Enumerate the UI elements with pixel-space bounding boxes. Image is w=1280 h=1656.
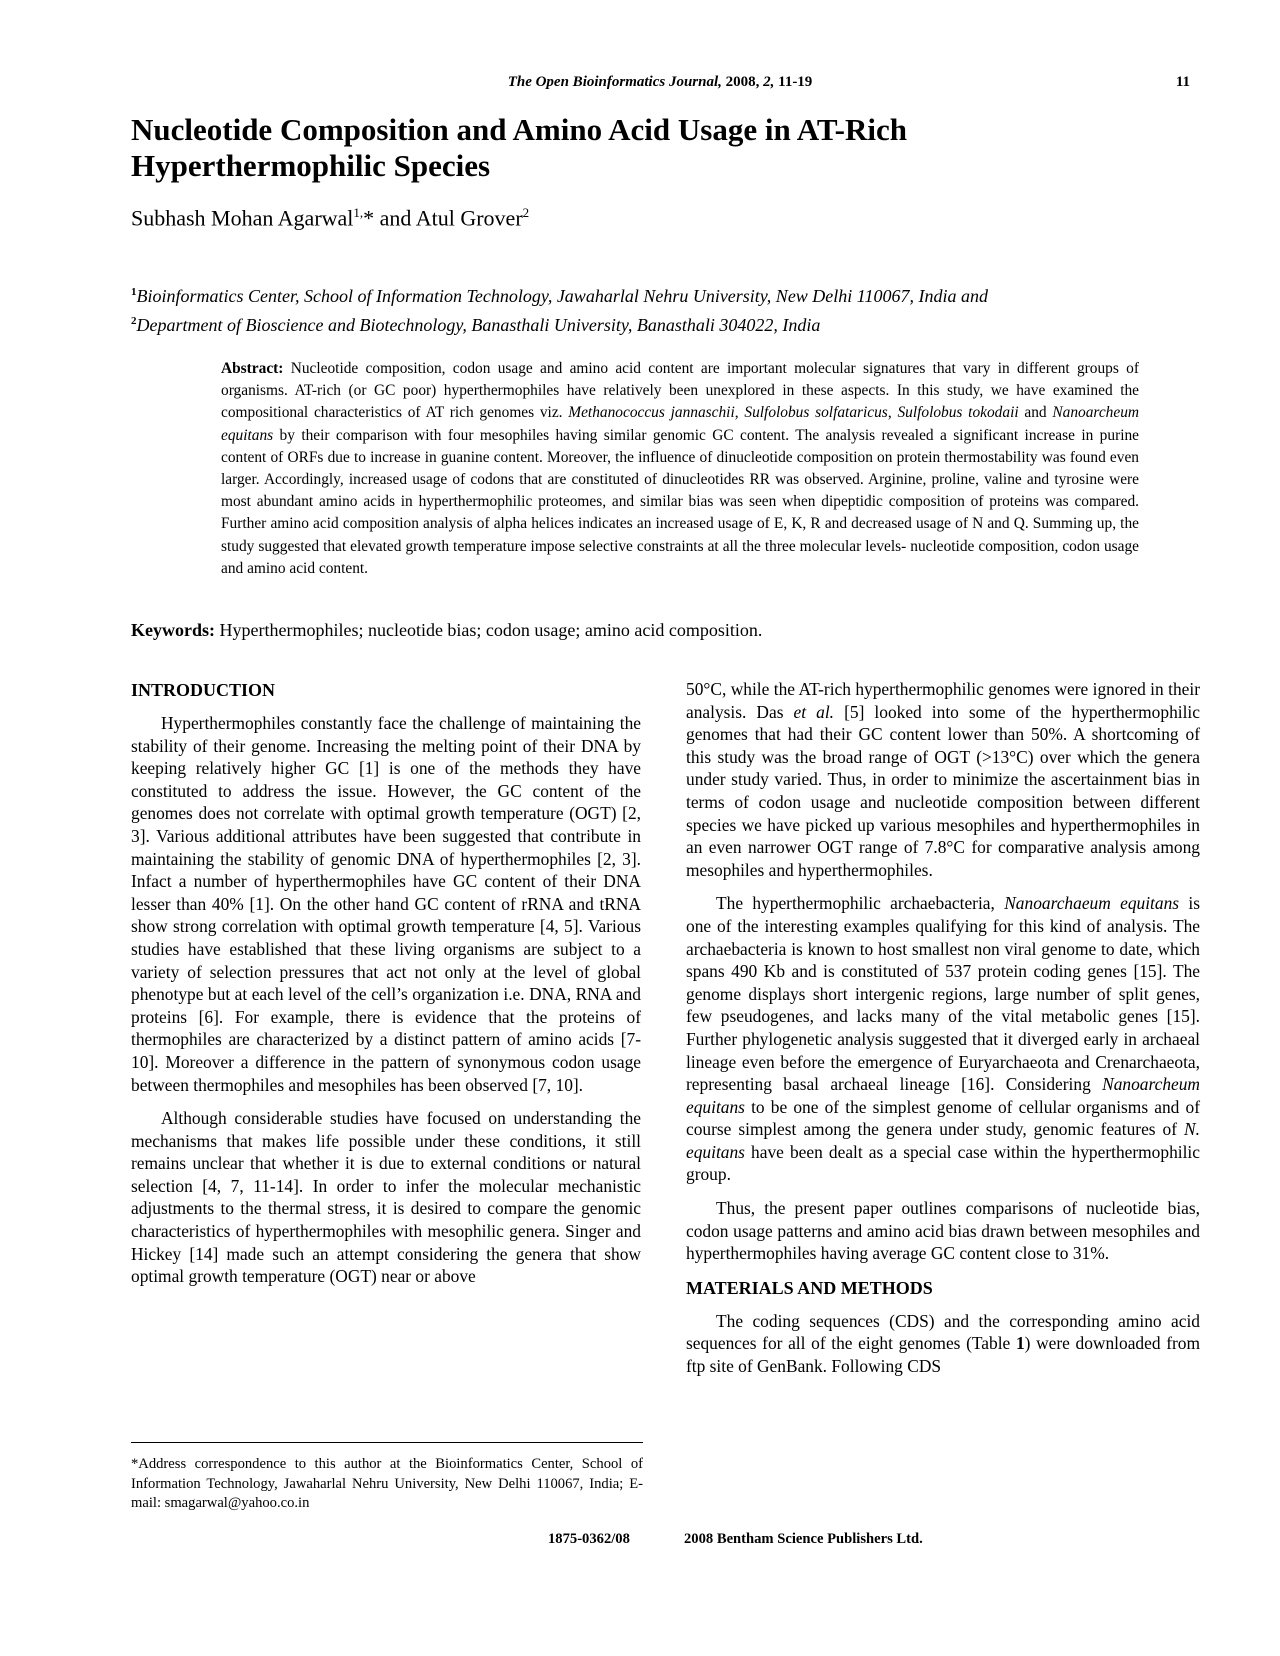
author-conjunction: and [379,205,412,231]
publisher-line: 2008 Bentham Science Publishers Ltd. [684,1531,923,1547]
text-run: [5] looked into some of the hyperthermophilic genomes that had their GC content lower than 50%. A shortcoming of this study was the broad range of OGT (>13°C) over which the genera under study varied. Thus, in order to minimize the ascertainment bias in terms of codon usage and nucleotide composition between different species we have picked up various mesophiles and hyperthermophiles in an even narrower OGT range of 7.8°C for comparative analysis among mesophiles and hyperthermophiles. [686,701,1200,880]
affil-1-mark: 1 [131,286,137,298]
abstract-comma: , [887,404,892,422]
title-line-2: Hyperthermophilic Species [131,148,491,183]
abstract-label: Abstract: [221,360,284,377]
journal-pages: 11-19 [778,74,813,90]
right-paragraph-2 [686,892,1200,1186]
affiliation-2: Department of Bioscience and Biotechnology, Banasthali University, Banasthali 304022, India [136,315,821,335]
journal-year: 2008, [725,74,760,90]
affiliations [131,280,1211,338]
running-header [130,74,1190,91]
text-run: have been dealt as a special case within the hyperthermophilic group. [686,1141,1200,1185]
abstract-comma: , [734,404,739,422]
species-4: Nanoarcheum equitans [221,404,1140,444]
journal-name: The Open Bioinformatics Journal, [507,74,722,90]
species-1: Methanococcus jannaschii [568,404,735,422]
section-heading-methods: MATERIALS AND METHODS [686,1277,933,1298]
abstract-and: and [1024,404,1047,422]
text-run: to be one of the simplest genome of cellular organisms and of course simplest among the genera under study, genomic features of [686,1096,1200,1140]
issn: 1875-0362/08 [548,1531,630,1547]
abstract-text-b: by their comparison with four mesophiles having similar genomic GC content. The analysis revealed a significant increase in purine content of ORFs due to increase in guanine content. Moreover, the influence of dinucleotide composition on protein thermostability was found even larger. Accordingly, increased usage of codons that are constituted of dinucleotides RR was observed. Arginine, proline, valine and tyrosine were most abundant amino acids in hyperthermophilic proteomes, and similar bias was seen when dipeptidic composition of proteins was compared. Further amino acid composition analysis of alpha helices indicates an increased usage of E, K, R and decreased usage of N and Q. Summing up, the study suggested that elevated growth temperature impose selective constraints at all the three molecular levels- nucleotide composition, codon usage and amino acid content. [221,426,1139,577]
author-1: Subhash Mohan Agarwal [131,205,354,231]
abstract-text-a: Nucleotide composition, codon usage and amino acid content are important molecular signatures that vary in different groups of organisms. AT-rich (or GC poor) hyperthermophiles have relatively been unexplored in these aspects. In this study, we have examined the compositional characteristics of AT rich genomes viz. [221,360,1139,422]
journal-volume: 2, [763,74,775,90]
page-number: 11 [1175,74,1190,90]
right-paragraph-1 [686,678,1200,881]
corresponding-star: * [363,205,375,231]
methods-paragraph-1 [686,1310,1200,1378]
text-run: The coding sequences (CDS) and the corresponding amino acid sequences for all of the eight genomes (Table [686,1310,1200,1354]
species-name: Nanoarchaeum equitans [1004,893,1180,914]
keywords [131,620,1131,641]
left-column [131,678,641,1299]
author-2-affil: 2 [522,205,530,220]
text-run: ) were downloaded from ftp site of GenBank. Following CDS [686,1333,1201,1377]
right-paragraph-3: Thus, the present paper outlines comparisons of nucleotide bias, codon usage patterns and amino acid bias drawn between mesophiles and hyperthermophiles having average GC content close to 31%. [686,1198,1200,1264]
abstract [221,358,1139,580]
intro-paragraph-1: Hyperthermophiles constantly face the challenge of maintaining the stability of their genome. Increasing the melting point of their DNA by keeping relatively higher GC [1] is one of the methods they have constituted to address the issue. However, the GC content of the genomes does not correlate with optimal growth temperature (OGT) [2, 3]. Various additional attributes have been suggested that contribute in maintaining the stability of genomic DNA of hyperthermophiles [2, 3]. Infact a number of hyperthermophiles have GC content of their DNA lesser than 40% [1]. On the other hand GC content of rRNA and tRNA show strong correlation with optimal growth temperature [4, 5]. Various studies have established that these living organisms are subject to a variety of selection pressures that act not only at the level of global phenotype but at each level of the cell’s organization i.e. DNA, RNA and proteins [6]. For example, there is evidence that the proteins of thermophiles are characterized by a distinct pattern of amino acids [7-10]. Moreover a difference in the pattern of synonymous codon usage between thermophiles and mesophiles has been observed [7, 10]. [131,713,641,1095]
section-heading-introduction: INTRODUCTION [131,680,276,700]
footnote-divider [131,1442,643,1443]
affiliation-1: Bioinformatics Center, School of Information Technology, Jawaharlal Nehru University, New Delhi 110067, India and [136,286,988,306]
title-line-1: Nucleotide Composition and Amino Acid Usage in AT-Rich [131,112,907,147]
keywords-label: Keywords: [131,620,215,640]
species-name: Nanoarcheum equitans [686,1074,1200,1117]
text-run: The hyperthermophilic archaebacteria, [716,893,995,914]
author-1-affil: 1, [353,205,364,220]
affil-2-mark: 2 [131,315,137,327]
keywords-text: Hyperthermophiles; nucleotide bias; codon usage; amino acid composition. [219,620,763,640]
species-3: Sulfolobus tokodaii [897,404,1019,422]
et-al: et al. [793,701,835,722]
paper-title [131,112,1131,184]
table-reference: 1 [1015,1333,1025,1354]
author-list [131,205,529,231]
author-2: Atul Grover [415,205,523,231]
species-2: Sulfolobus solfataricus [744,404,888,422]
text-run: 50°C, while the AT-rich hyperthermophilic genomes were ignored in their analysis. Das [686,679,1200,722]
text-run: is one of the interesting examples qualifying for this kind of analysis. The archaebacteria is known to host smallest non viral genome to date, which spans 490 Kb and is constituted of 537 protein coding genes [15]. The genome displays short intergenic regions, large number of split genes, few pseudogenes, and lacks many of the vital metabolic genes [15]. Further phylogenetic analysis suggested that it diverged early in archaeal lineage even before the emergence of Euryarchaeota and Crenarchaeota, representing basal archaeal lineage [16]. Considering [686,893,1200,1095]
species-name: N. equitans [686,1119,1200,1162]
intro-paragraph-2: Although considerable studies have focused on understanding the mechanisms that makes life possible under these conditions, it still remains unclear that whether it is due to external conditions or natural selection [4, 7, 11-14]. In order to infer the molecular mechanistic adjustments to the thermal stress, it is desired to compare the genomic characteristics of hyperthermophiles with mesophilic genera. Singer and Hickey [14] made such an attempt considering the genera that show optimal growth temperature (OGT) near or above [131,1108,641,1287]
right-column [686,678,1200,1389]
correspondence-footnote: *Address correspondence to this author at the Bioinformatics Center, School of Information Technology, Jawaharlal Nehru University, New Delhi 110067, India; E-mail: smagarwal@yahoo.co.in [131,1456,643,1511]
